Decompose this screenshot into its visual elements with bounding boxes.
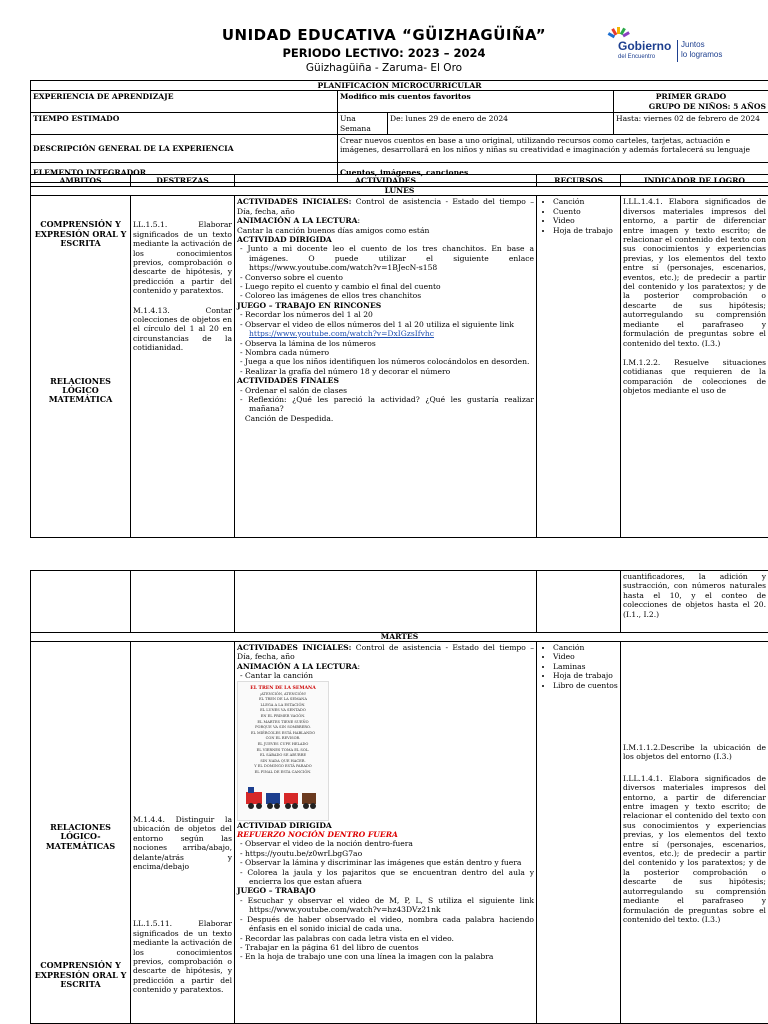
song-poster-image (237, 681, 329, 821)
lunes-iniciales-heading: ACTIVIDADES INICIALES: (237, 197, 352, 207)
poster-lyric-line: EL LUNES VA SENTADO (260, 708, 306, 713)
martes-destreza-2: LL.1.5.11. Elaborar significados de un texto mediante la activación de los conocimientos previos, comprobación o descarte de hipótesis, y predicción a partir del contenido y paratextos. (133, 919, 232, 995)
lunes-ambitos-cell (31, 196, 131, 538)
martes-dirigida-4: Colorea la jaula y los pajaritos que se encuentran dentro del aula y encierra los que estan afuera (247, 867, 534, 887)
lunes-ambito-logico: RELACIONES LÓGICO MATEMÁTICA (48, 375, 113, 405)
martes-trabajo-4: Trabajar en la página 61 del libro de cuentos (244, 942, 419, 952)
poster-lyric-line: LLEGA A LA ESTACIÓN. (260, 702, 306, 707)
martes-dirigida-1: Observar el video de la noción dentro-fuera (244, 839, 413, 849)
date-to: Hasta: viernes 02 de febrero de 2024 (614, 113, 768, 135)
lunes-recurso-item: • Hoja de trabajo (553, 226, 618, 235)
lunes-numbers-video-link[interactable]: https://www.youtube.com/watch?v=DxIGzsIfvhc (249, 329, 435, 339)
desc-value: Crear nuevos cuentos en base a uno original, utilizando recursos como carteles, tarjetas, actuación e imágenes, desarrollará en los niños y niñas su creatividad e imaginación y además fortalecerá su lenguaje (338, 135, 768, 163)
poster-lyric-line: EL MARTES TIENE SUEÑO (257, 719, 309, 724)
martes-iniciales-text: Control de asistencia - Estado del tiempo – Día, fecha, año (237, 643, 534, 662)
logo-encuentro-text: del Encuentro (618, 54, 656, 60)
lunes-animacion-text: Cantar la canción buenos días amigos como están (237, 225, 430, 235)
lunes-rincones-5: Juega a que los niños identifiquen los números colocándolos en desorden. (244, 357, 530, 367)
period-label: PERIODO LECTIVO: 2023 – 2024 (282, 46, 486, 60)
lunes-destreza-1: LL.1.5.1. Elaborar significados de un texto mediante la activación de los conocimientos previos, comprobación o descarte de hipótesis, y predicción a partir del contenido y paratextos. (133, 220, 232, 296)
col-actividades: ACTIVIDADES (235, 175, 537, 187)
lunes-recurso-item: • Canción (553, 197, 618, 206)
exp-value: Modifico mis cuentos favoritos (338, 91, 614, 113)
grade-label: PRIMER GRADO (655, 92, 727, 102)
elem-value: Cuentos, imágenes, canciones (338, 163, 768, 183)
martes-actividades-cell: ACTIVIDADES INICIALES: Control de asistencia - Estado del tiempo – Día, fecha, año ANIMACIÓN A LA LECTURA: - Cantar la canción EL TREN DE LA SEMANA ¡ATENCIÓN, ATENCIÓN! EL TREN DE LA SEMANA LLEGA A LA ESTACIÓN. EL LUNES VA SENTADO EN EL PRIMER VAGÓN. EL MARTES TIENE SUEÑO PORQUE VA SIN SOMBRERO. EL MIÉRCOLES ESTÁ HABLANDO CON EL REVISOR. EL JUEVES CUPE HELADO EL VIERNES TOMA EL SOL. EL SÁBADO SE ABURRE SIN NADA QUE HACER. Y EL DOMINGO ESTÁ PARADO EL FINAL DE ESTA CANCIÓN. ACTIVIDAD DIRIGIDA REFUERZO NOCIÓN DENTRO FUERA - Observar el video de la noción dentro-fuera - https://youtu.be/z0wrLbgG7ao - Observar la lámina y discriminar las imágenes que están dentro y fuera - Colorea la jaula y los pajaritos que se encuentran dentro del aula y encierra los que estan afuera JUEGO – TRABAJO - Escuchar y observar el video de M, P, L, S utiliza el siguiente link https://www.youtube.com/watch?v=hz43DVz21nk - Después de haber observado el video, nombra cada palabra haciendo énfasis en el sonido inicial de cada una. - Recordar las palabras con cada letra vista en el video. - Trabajar en la página 61 del libro de cuentos - En la hoja de trabajo une con una línea la imagen con la palabra (235, 642, 537, 1024)
martes-refuerzo-heading: REFUERZO NOCIÓN DENTRO FUERA (237, 830, 398, 840)
date-from: De: lunes 29 de enero de 2024 (388, 113, 614, 135)
lunes-rincones-1: Recordar los números del 1 al 20 (244, 310, 373, 320)
logo-slogan (681, 40, 722, 60)
cont-ambito-cell (31, 571, 131, 633)
place-label: Güizhagüiña - Zaruma- El Oro (305, 62, 463, 74)
lunes-indicador-2: I.M.1.2.2. Resuelve situaciones cotidianas que requieren de la comparación de colecciones de objetos mediante el uso de (623, 357, 766, 396)
martes-indicador-1: I.M.1.1.2.Describe la ubicación de los objetos del entorno (I.3.) (623, 743, 766, 762)
martes-recurso-item: • Canción (553, 643, 618, 652)
logo-gobierno-text: Gobierno (618, 39, 672, 53)
poster-lyric-line: EL VIERNES TOMA EL SOL. (256, 747, 310, 752)
lunes-dirigida-heading: ACTIVIDAD DIRIGIDA (237, 235, 332, 245)
gobierno-logo (604, 26, 744, 72)
lunes-recursos-cell (537, 196, 621, 538)
martes-recurso-item: • Hoja de trabajo (553, 671, 618, 680)
martes-recurso-item: • Libro de cuentos (553, 681, 618, 690)
martes-iniciales-heading: ACTIVIDADES INICIALES: (237, 643, 352, 652)
lunes-dirigida-4: Coloreo las imágenes de ellos tres chanchitos (244, 291, 422, 301)
poster-lyric-line: EL SÁBADO SE ABURRE (260, 753, 306, 758)
cont-actividad-cell (235, 571, 537, 633)
elem-label: ELEMENTO INTEGRADOR (31, 163, 338, 183)
cont-recurso-cell (537, 571, 621, 633)
col-destrezas: DESTREZAS (131, 175, 235, 187)
page-gap (0, 538, 768, 570)
lunes-dirigida-3: Luego repito el cuento y cambio el final del cuento (244, 282, 441, 292)
desc-label: DESCRIPCIÓN GENERAL DE LA EXPERIENCIA (31, 135, 338, 163)
poster-lyric-line: PORQUE VA SIN SOMBRERO. (255, 725, 311, 730)
martes-dirigida-2: https://youtu.be/z0wrLbgG7ao (244, 848, 363, 858)
martes-recursos-cell (537, 642, 621, 1024)
poster-lyric-line: CON EL REVISOR. (265, 736, 301, 741)
lunes-dirigida-2: Converso sobre el cuento (244, 272, 343, 282)
lunes-ambito-comprension: COMPRENSIÓN Y EXPRESIÓN ORAL Y ESCRITA (34, 219, 127, 249)
lunes-finales-1: Ordenar el salón de clases (244, 385, 347, 395)
col-ambitos: AMBITOS (31, 175, 131, 187)
lunes-rincones-heading: JUEGO – TRABAJO EN RINCONES (237, 300, 382, 310)
logo-logramos-text: lo logramos (681, 50, 723, 59)
exp-label: EXPERIENCIA DE APRENDIZAJE (31, 91, 338, 113)
martes-dirigida-heading: ACTIVIDAD DIRIGIDA (237, 820, 332, 830)
logo-juntos-text: Juntos (681, 40, 705, 49)
martes-destrezas-cell (131, 642, 235, 1024)
lunes-indicador-1: I.LL.1.4.1. Elabora significados de diversos materiales impresos del entorno, a partir de diferenciar entre imagen y texto escrito; de relacionar el contenido del texto con sus conocimientos y experiencias previas, y los elementos del texto entre sí (personajes, escenarios, eventos, etc.); de predecir a partir del contenido y los paratextos; y de la posterior comprobación o descarte de sus hipótesis; autorregulando su comprensión mediante el parafraseo y formulación de preguntas sobre el contenido del texto. (I.3.) (623, 197, 766, 348)
martes-indicador-2: I.LL.1.4.1. Elabora significados de diversos materiales impresos del entorno, a partir de diferenciar entre imagen y texto escrito; de relacionar el contenido del texto con sus conocimientos y experiencias previas, y los elementos del texto entre sí (personajes, escenarios, eventos, etc.); de predecir a partir del contenido y los paratextos; y de la posterior comprobación o descarte de sus hipótesis; autorregulando su comprensión mediante el parafraseo y formulación de preguntas sobre el contenido del texto. (I.3.) (623, 773, 766, 924)
martes-indicador-cell (621, 642, 768, 1024)
poster-title: EL TREN DE LA SEMANA (250, 685, 316, 691)
lunes-recursos-list (539, 197, 618, 235)
poster-lyric-line: EL JUEVES CUPE HELADO (257, 741, 309, 746)
martes-destreza-1: M.1.4.4. Distinguir la ubicación de objetos del entorno según las nociones arriba/abajo, delante/atrás y encima/debajo (133, 815, 232, 872)
lunes-finales-2: Reflexión: ¿Qué les pareció la actividad? ¿Qué les gustaría realizar mañana? (248, 394, 534, 414)
lunes-destreza-2: M.1.4.13. Contar colecciones de objetos en el círculo del 1 al 20 en circunstancias de la cotidianidad. (133, 305, 232, 353)
martes-trabajo-3: Recordar las palabras con cada letra vista en el video. (244, 933, 454, 943)
lunes-indicador-cell (621, 196, 768, 538)
time-value: Una Semana (338, 113, 388, 135)
poster-lyrics (238, 692, 328, 776)
poster-lyric-line: ¡ATENCIÓN, ATENCIÓN! (259, 691, 307, 696)
school-title: UNIDAD EDUCATIVA “GÜIZHAGÜIÑA” (221, 26, 547, 44)
lunes-animacion-heading: ANIMACIÓN A LA LECTURA (237, 216, 358, 226)
cont-destreza-cell (131, 571, 235, 633)
lunes-recurso-item: • Cuento (553, 207, 618, 216)
poster-lyric-line: EL FINAL DE ESTA CANCIÓN. (254, 769, 312, 774)
poster-lyric-line: SIN NADA QUE HACER. (260, 758, 306, 763)
time-label: TIEMPO ESTIMADO (31, 113, 338, 135)
lunes-dirigida-1: Junto a mi docente leo el cuento de los tres chanchitos. En base a imágenes. O puede utilizar el siguiente enlace https://www.youtube.com/watch?v=1BJecN-s158 (247, 244, 534, 273)
poster-lyric-line: EN EL PRIMER VAGÓN. (260, 714, 306, 718)
lunes-rincones-3: Observa la lámina de los números (244, 338, 376, 348)
lunes-iniciales-text: Control de asistencia - Estado del tiempo – Día, fecha, año (237, 197, 534, 216)
martes-ambito-logico: RELACIONES LÓGICO-MATEMÁTICAS (45, 822, 116, 851)
lunes-actividades-cell: ACTIVIDADES INICIALES: Control de asistencia - Estado del tiempo – Día, fecha, año ANIMACIÓN A LA LECTURA: Cantar la canción buenos días amigos como están ACTIVIDAD DIRIGIDA - Junto a mi docente leo el cuento de los tres chanchitos. En base a imágenes. O puede utilizar el siguiente enlace https://www.youtube.com/watch?v=1BJecN-s158 - Converso sobre el cuento - Luego repito el cuento y cambio el final del cuento - Coloreo las imágenes de ellos tres chanchitos JUEGO – TRABAJO EN RINCONES - Recordar los números del 1 al 20 - Observar el video de ellos números del 1 al 20 utiliza el siguiente link https://www.youtube.com/watch?v=DxIGzsIfvhc - Observa la lámina de los números - Nombra cada número - Juega a que los niños identifiquen los números colocándolos en desorden. - Realizar la grafía del número 18 y decorar el número ACTIVIDADES FINALES - Ordenar el salón de clases - Reflexión: ¿Qué les pareció la actividad? ¿Qué les gustaría realizar mañana? Canción de Despedida. (235, 196, 537, 538)
martes-recursos-list (539, 643, 618, 690)
lunes-finales-3: Canción de Despedida. (244, 413, 334, 423)
lunes-recurso-item: • Video (553, 216, 618, 225)
lunes-finales-heading: ACTIVIDADES FINALES (237, 376, 339, 386)
lunes-table (30, 174, 768, 538)
plan-header-table (30, 80, 768, 183)
train-icon (244, 784, 322, 810)
col-indicador: INDICADOR DE LOGRO (621, 175, 768, 187)
page-two (0, 570, 768, 1024)
martes-animacion-1: Cantar la canción (244, 671, 314, 681)
martes-recurso-item: • Laminas (553, 662, 618, 671)
poster-lyric-line: EL TREN DE LA SEMANA (258, 697, 308, 702)
group-label: GRUPO DE NIÑOS: 5 AÑOS (648, 101, 766, 111)
day-martes: MARTES (31, 633, 768, 642)
lunes-rincones-4: Nombra cada número (244, 347, 330, 357)
martes-recurso-item: • Video (553, 652, 618, 661)
martes-ambito-comprension: COMPRENSIÓN Y EXPRESIÓN ORAL Y ESCRITA (34, 960, 127, 990)
plan-title: PLANIFICACION MICROCURRICULAR (31, 81, 768, 91)
col-recursos: RECURSOS (537, 175, 621, 187)
cont-indicador-text: cuantificadores, la adición y sustracción, con números naturales hasta el 10, y el conteo de colecciones de objetos hasta el 20. (I.1., I.2.) (621, 571, 768, 633)
martes-trabajo-5: En la hoja de trabajo une con una línea la imagen con la palabra (244, 952, 494, 962)
lunes-rincones-6: Realizar la grafía del número 18 y decorar el número (244, 366, 451, 376)
martes-trabajo-2: Después de haber observado el video, nombra cada palabra haciendo énfasis en el sonido inicial de cada una. (247, 914, 534, 934)
martes-animacion-heading: ANIMACIÓN A LA LECTURA (237, 661, 358, 671)
grade-cell (614, 91, 768, 113)
martes-dirigida-3: Observar la lámina y discriminar las imágenes que están dentro y fuera (244, 858, 522, 868)
poster-lyric-line: EL MIÉRCOLES ESTÁ HABLANDO (250, 730, 316, 735)
day-lunes: LUNES (31, 187, 768, 196)
poster-lyric-line: Y EL DOMINGO ESTÁ PARADO (254, 764, 312, 769)
lunes-rincones-2: Observar el video de ellos números del 1 al 20 utiliza el siguiente link (244, 319, 514, 329)
continuation-table (30, 570, 768, 1024)
martes-ambitos-cell (31, 642, 131, 1024)
lunes-destrezas-cell (131, 196, 235, 538)
martes-trabajo-1: Escuchar y observar el video de M, P, L, S utiliza el siguiente link https://www.youtube.com/watch?v=hz43DVz21nk (247, 895, 534, 915)
martes-trabajo-heading: JUEGO – TRABAJO (237, 886, 316, 896)
logo-divider (677, 40, 678, 62)
